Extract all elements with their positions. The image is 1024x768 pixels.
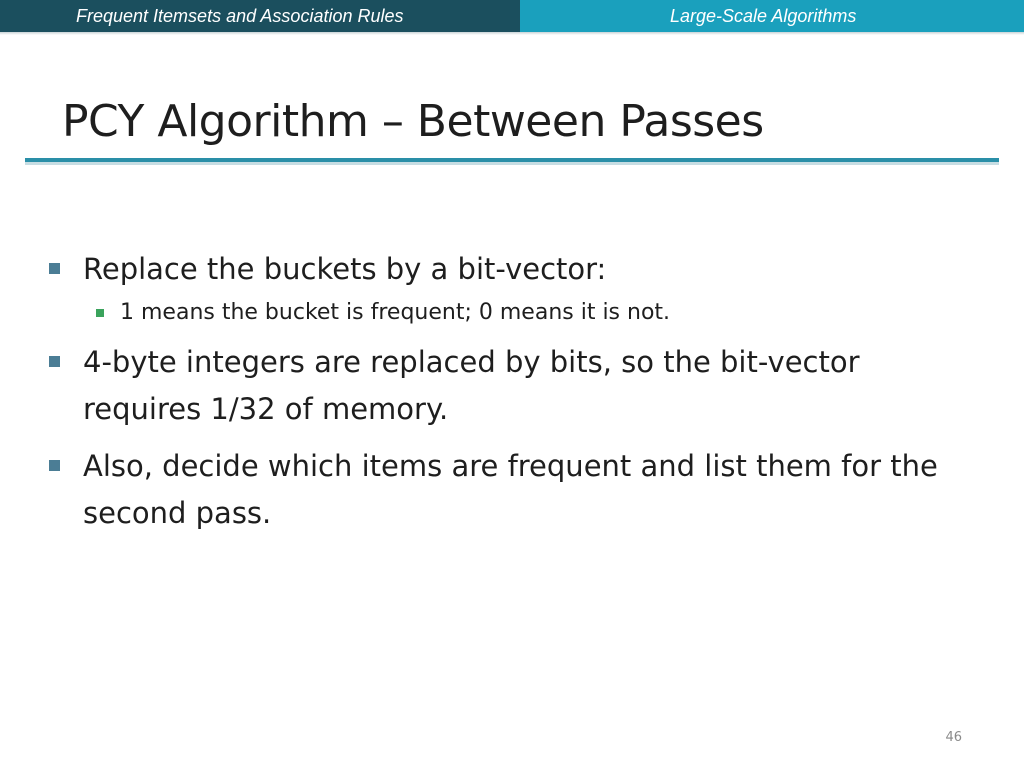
square-bullet-icon: [49, 460, 60, 471]
bullet-text: Replace the buckets by a bit-vector:: [83, 252, 607, 286]
title-underline-shadow: [25, 162, 999, 165]
bullet-text: Also, decide which items are frequent and list them for the second pass.: [83, 449, 938, 530]
square-bullet-icon: [49, 356, 60, 367]
header-band: [0, 0, 1024, 32]
square-bullet-icon: [49, 263, 60, 274]
bullet-item: [46, 443, 966, 537]
header-course-title: Frequent Itemsets and Association Rules: [0, 0, 520, 32]
slide-title: PCY Algorithm – Between Passes: [62, 96, 764, 147]
bullet-item: [46, 246, 966, 293]
slide-body: [46, 246, 966, 547]
sub-bullet-item: [91, 297, 966, 329]
square-sub-bullet-icon: [96, 309, 104, 317]
page-number: 46: [945, 730, 962, 745]
header-topic-title: Large-Scale Algorithms: [520, 0, 1024, 32]
bullet-text: 4-byte integers are replaced by bits, so the bit-vector requires 1/32 of memory.: [83, 345, 860, 426]
sub-bullet-text: 1 means the bucket is frequent; 0 means it is not.: [120, 300, 671, 325]
header-shadow: [0, 32, 1024, 35]
bullet-item: [46, 339, 966, 433]
